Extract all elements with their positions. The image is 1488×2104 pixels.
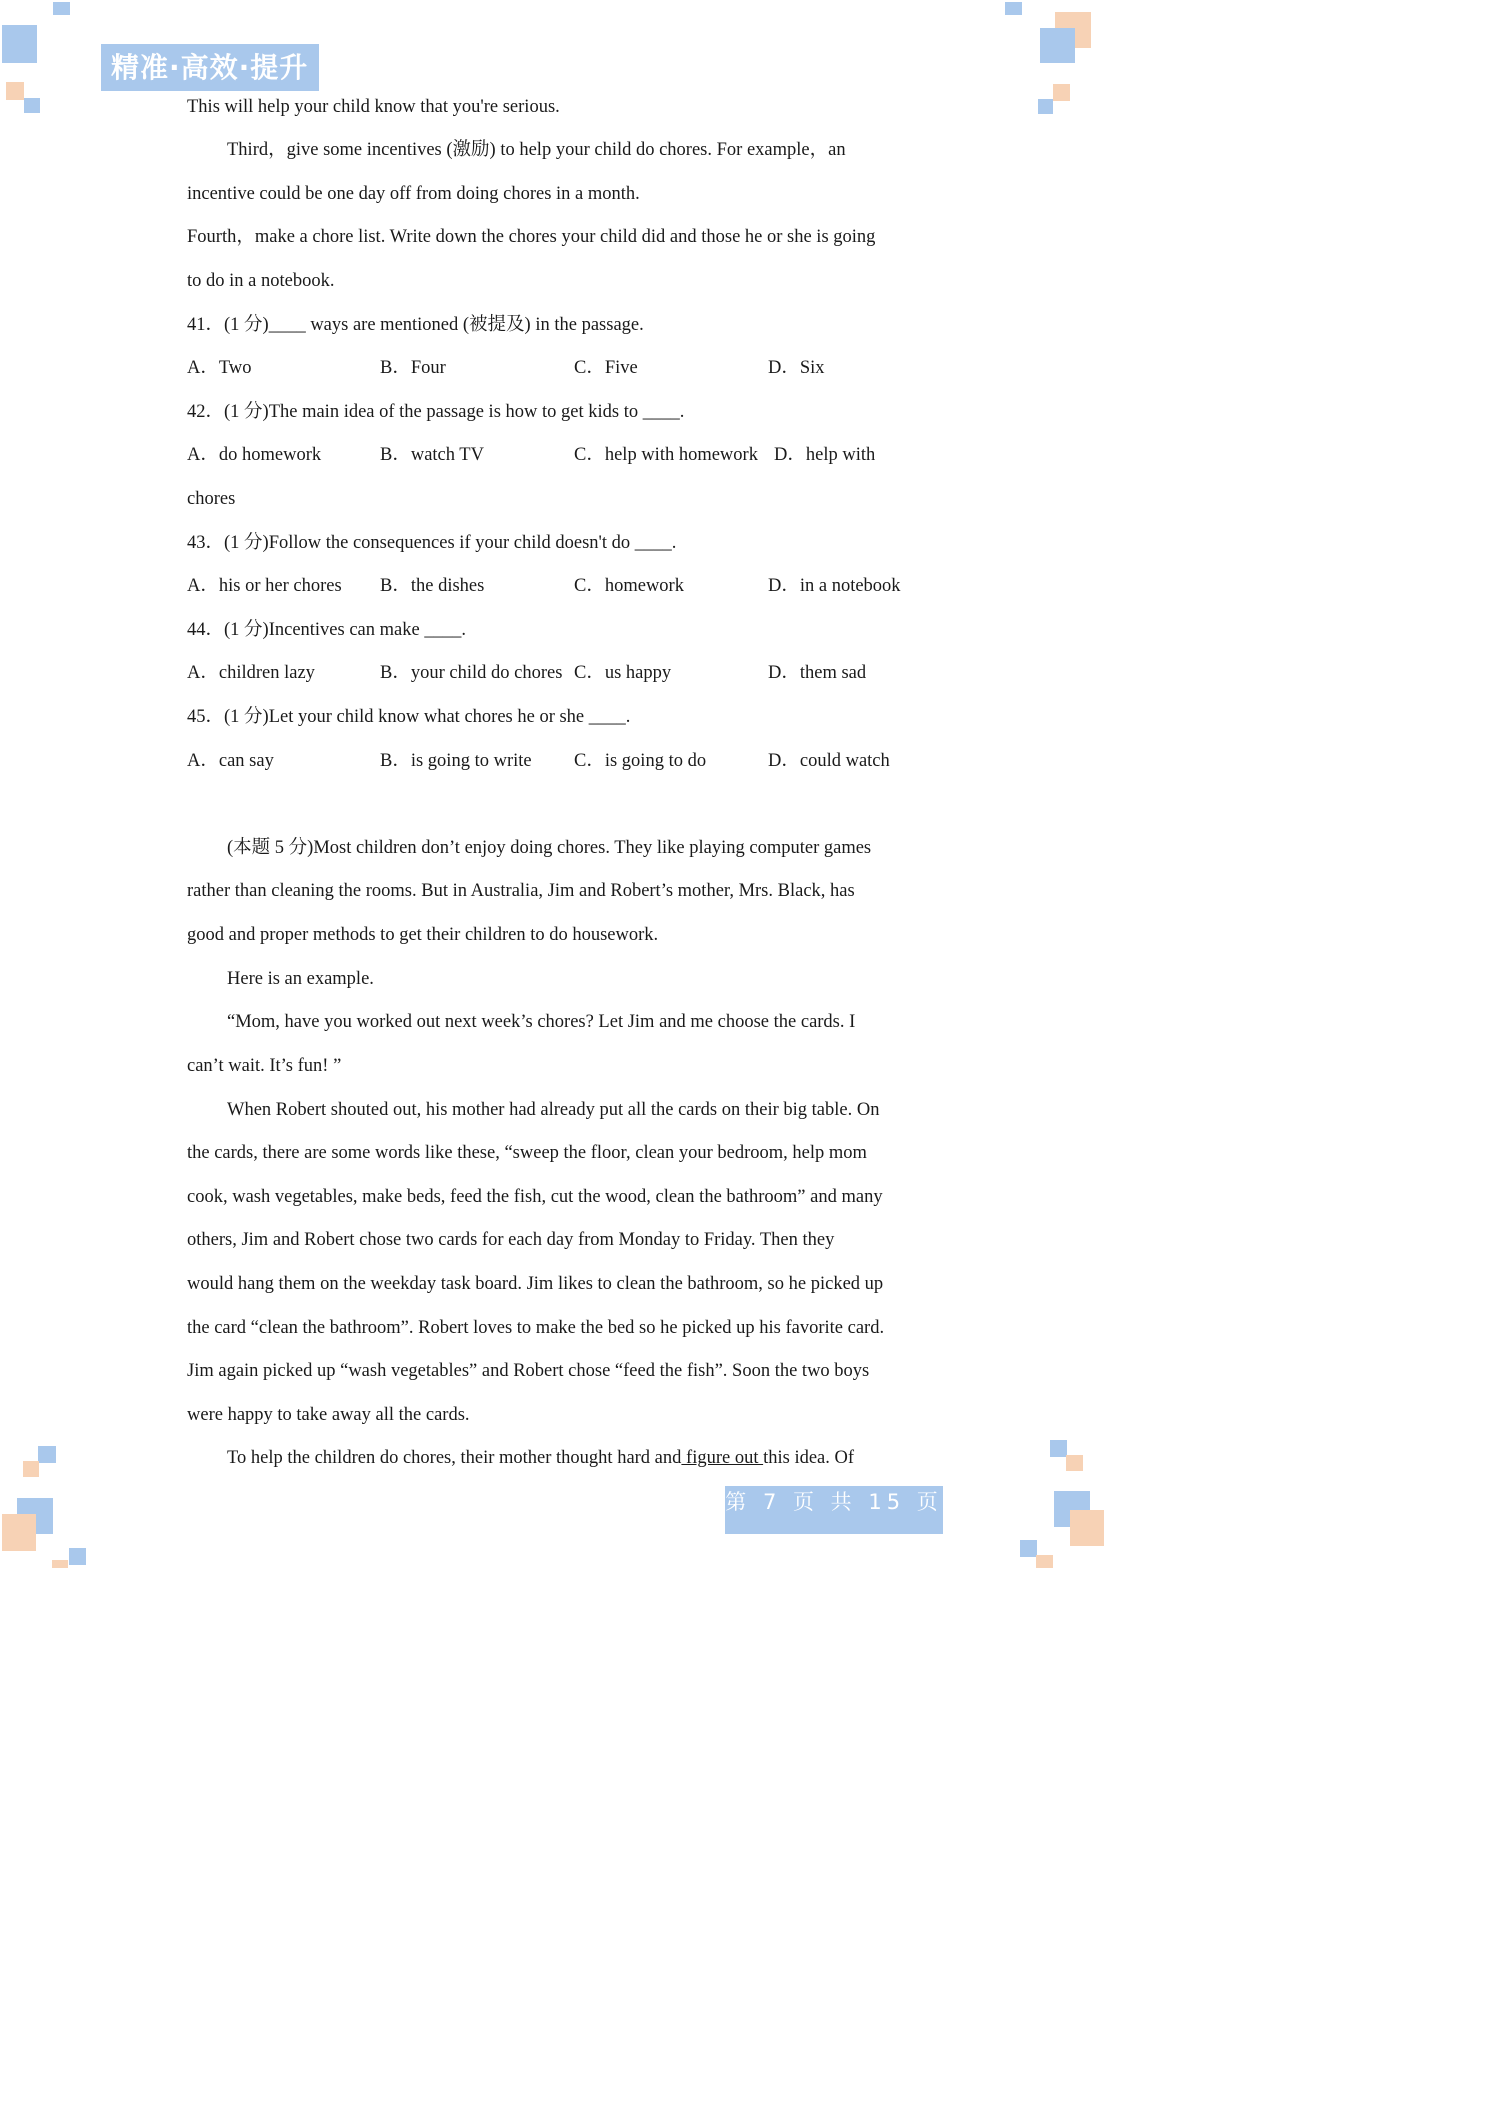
passage-line: Third，give some incentives (激励) to help your child do chores. For example，an bbox=[227, 140, 846, 160]
passage-line: were happy to take away all the cards. bbox=[187, 1405, 470, 1425]
decor-square bbox=[1020, 1540, 1037, 1557]
option-d[interactable]: D．Six bbox=[768, 358, 825, 378]
decor-square bbox=[1066, 1455, 1083, 1471]
decor-square bbox=[1036, 1555, 1053, 1568]
option-d[interactable]: D．them sad bbox=[768, 663, 867, 683]
question-stem: 44．(1 分)Incentives can make ____. bbox=[187, 620, 466, 640]
option-a[interactable]: A．can say bbox=[187, 751, 274, 771]
option-d[interactable]: D．could watch bbox=[768, 751, 890, 771]
passage-line: (本题 5 分)Most children don’t enjoy doing chores. They like playing computer games bbox=[227, 838, 872, 858]
decor-square bbox=[2, 25, 37, 63]
option-continuation: chores bbox=[187, 489, 236, 509]
option-c[interactable]: C．Five bbox=[574, 358, 638, 378]
text-segment: To help the children do chores, their mother thought hard and bbox=[227, 1448, 682, 1468]
text-segment: this idea. Of bbox=[763, 1448, 855, 1468]
option-b[interactable]: B．your child do chores bbox=[380, 663, 563, 683]
decor-square bbox=[52, 1560, 68, 1568]
passage-line: others, Jim and Robert chose two cards for each day from Monday to Friday. Then they bbox=[187, 1230, 835, 1250]
passage-line: can’t wait. It’s fun! ” bbox=[187, 1056, 342, 1076]
option-c[interactable]: C．is going to do bbox=[574, 751, 707, 771]
decor-square bbox=[1040, 28, 1075, 63]
passage-line: When Robert shouted out, his mother had already put all the cards on their big table. On bbox=[227, 1100, 880, 1120]
question-stem: 41．(1 分)____ ways are mentioned (被提及) in the passage. bbox=[187, 315, 644, 335]
decor-square bbox=[1050, 1440, 1067, 1457]
option-d[interactable]: D．help with bbox=[774, 445, 876, 465]
decor-square bbox=[1005, 2, 1022, 15]
passage-line: incentive could be one day off from doing chores in a month. bbox=[187, 184, 640, 204]
page-number: 第 7 页 共 15 页 bbox=[725, 1486, 943, 1534]
passage-line: Here is an example. bbox=[227, 969, 374, 989]
question-stem: 43．(1 分)Follow the consequences if your child doesn't do ____. bbox=[187, 533, 677, 553]
question-stem: 42．(1 分)The main idea of the passage is how to get kids to ____. bbox=[187, 402, 685, 422]
option-b[interactable]: B．the dishes bbox=[380, 576, 485, 596]
passage-line: Jim again picked up “wash vegetables” and Robert chose “feed the fish”. Soon the two boys bbox=[187, 1361, 870, 1381]
option-d[interactable]: D．in a notebook bbox=[768, 576, 901, 596]
decor-square bbox=[1053, 84, 1070, 101]
passage-line: rather than cleaning the rooms. But in Australia, Jim and Robert’s mother, Mrs. Black, has bbox=[187, 881, 855, 901]
passage-line: This will help your child know that you're serious. bbox=[187, 97, 560, 117]
passage-line: the cards, there are some words like these, “sweep the floor, clean your bedroom, help mom bbox=[187, 1143, 867, 1163]
decor-square bbox=[6, 82, 24, 100]
passage-line: good and proper methods to get their children to do housework. bbox=[187, 925, 659, 945]
passage-line: the card “clean the bathroom”. Robert loves to make the bed so he picked up his favorite card. bbox=[187, 1318, 885, 1338]
decor-square bbox=[1038, 99, 1053, 114]
passage-line: to do in a notebook. bbox=[187, 271, 335, 291]
brand-banner: 精准·高效·提升 bbox=[101, 44, 319, 91]
option-b[interactable]: B．watch TV bbox=[380, 445, 484, 465]
option-c[interactable]: C．us happy bbox=[574, 663, 672, 683]
option-a[interactable]: A．children lazy bbox=[187, 663, 315, 683]
decor-square bbox=[2, 1514, 36, 1551]
decor-square bbox=[1070, 1510, 1104, 1546]
passage-line: “Mom, have you worked out next week’s chores? Let Jim and me choose the cards. I bbox=[227, 1012, 856, 1032]
passage-line: Fourth，make a chore list. Write down the chores your child did and those he or she is going bbox=[187, 227, 876, 247]
option-c[interactable]: C．homework bbox=[574, 576, 684, 596]
decor-square bbox=[23, 1461, 39, 1477]
option-b[interactable]: B．Four bbox=[380, 358, 446, 378]
option-b[interactable]: B．is going to write bbox=[380, 751, 532, 771]
passage-line: cook, wash vegetables, make beds, feed the fish, cut the wood, clean the bathroom” and many bbox=[187, 1187, 883, 1207]
option-a[interactable]: A．do homework bbox=[187, 445, 322, 465]
underlined-phrase: figure out bbox=[681, 1448, 764, 1468]
decor-square bbox=[53, 2, 70, 15]
decor-square bbox=[38, 1446, 56, 1463]
option-a[interactable]: A．his or her chores bbox=[187, 576, 342, 596]
option-c[interactable]: C．help with homework bbox=[574, 445, 758, 465]
option-a[interactable]: A．Two bbox=[187, 358, 252, 378]
decor-square bbox=[24, 98, 40, 113]
passage-last-line bbox=[227, 1446, 854, 1470]
passage-line: would hang them on the weekday task board. Jim likes to clean the bathroom, so he picked up bbox=[187, 1274, 884, 1294]
decor-square bbox=[69, 1548, 86, 1565]
question-stem: 45．(1 分)Let your child know what chores he or she ____. bbox=[187, 707, 631, 727]
